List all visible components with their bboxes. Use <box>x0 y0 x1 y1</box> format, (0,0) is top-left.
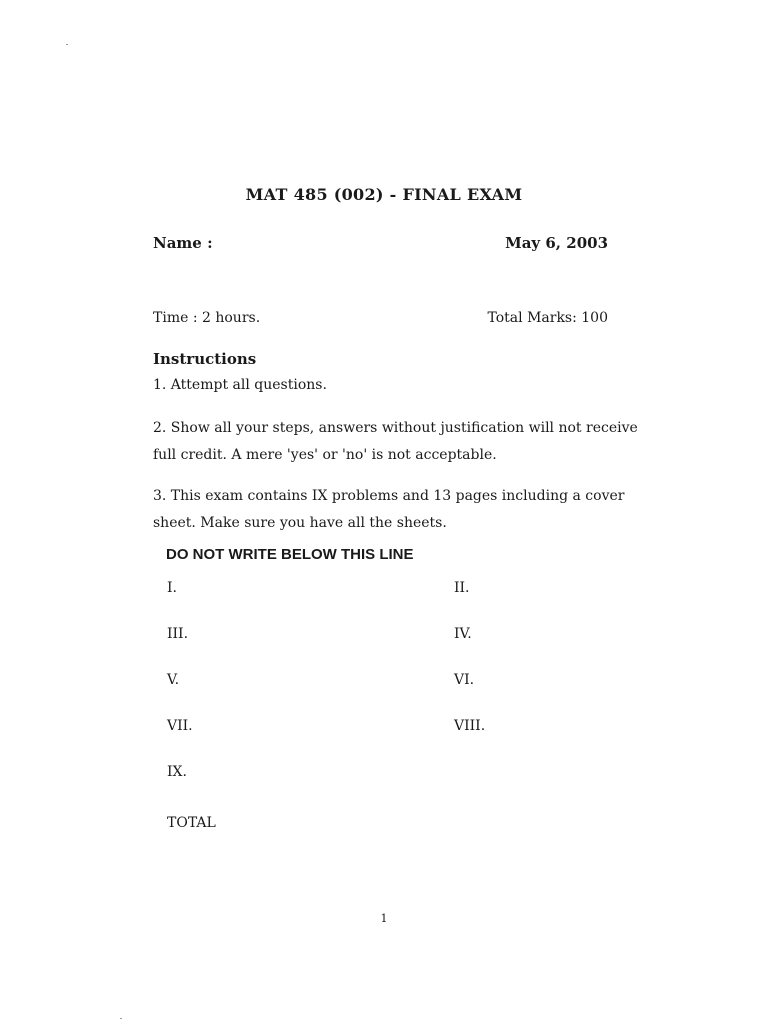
grade-label-i: I. <box>167 580 177 596</box>
instruction-1: 1. Attempt all questions. <box>153 377 327 393</box>
grade-label-iv: IV. <box>454 626 472 642</box>
grade-label-v: V. <box>167 672 180 688</box>
grade-label-iii: III. <box>167 626 189 642</box>
grade-label-viii: VIII. <box>454 718 486 734</box>
instruction-2-line-1: 2. Show all your steps, answers without justification will not receive <box>153 420 638 436</box>
exam-date: May 6, 2003 <box>505 234 608 252</box>
grade-label-total: TOTAL <box>167 815 216 831</box>
instruction-2-line-2: full credit. A mere 'yes' or 'no' is not acceptable. <box>153 447 497 463</box>
page-number: 1 <box>380 912 388 925</box>
do-not-write-heading: DO NOT WRITE BELOW THIS LINE <box>166 546 414 563</box>
grade-label-ii: II. <box>454 580 470 596</box>
exam-time: Time : 2 hours. <box>153 310 261 326</box>
scan-speck <box>66 44 68 45</box>
instruction-3-line-2: sheet. Make sure you have all the sheets. <box>153 515 447 531</box>
total-marks: Total Marks: 100 <box>487 310 608 326</box>
exam-title: MAT 485 (002) - FINAL EXAM <box>245 185 523 204</box>
scan-speck <box>120 1018 122 1019</box>
name-label: Name : <box>153 234 213 252</box>
grade-label-ix: IX. <box>167 764 187 780</box>
instruction-3-line-1: 3. This exam contains IX problems and 13 pages including a cover <box>153 488 625 504</box>
grade-label-vii: VII. <box>167 718 193 734</box>
instructions-heading: Instructions <box>153 350 257 368</box>
grade-label-vi: VI. <box>454 672 475 688</box>
